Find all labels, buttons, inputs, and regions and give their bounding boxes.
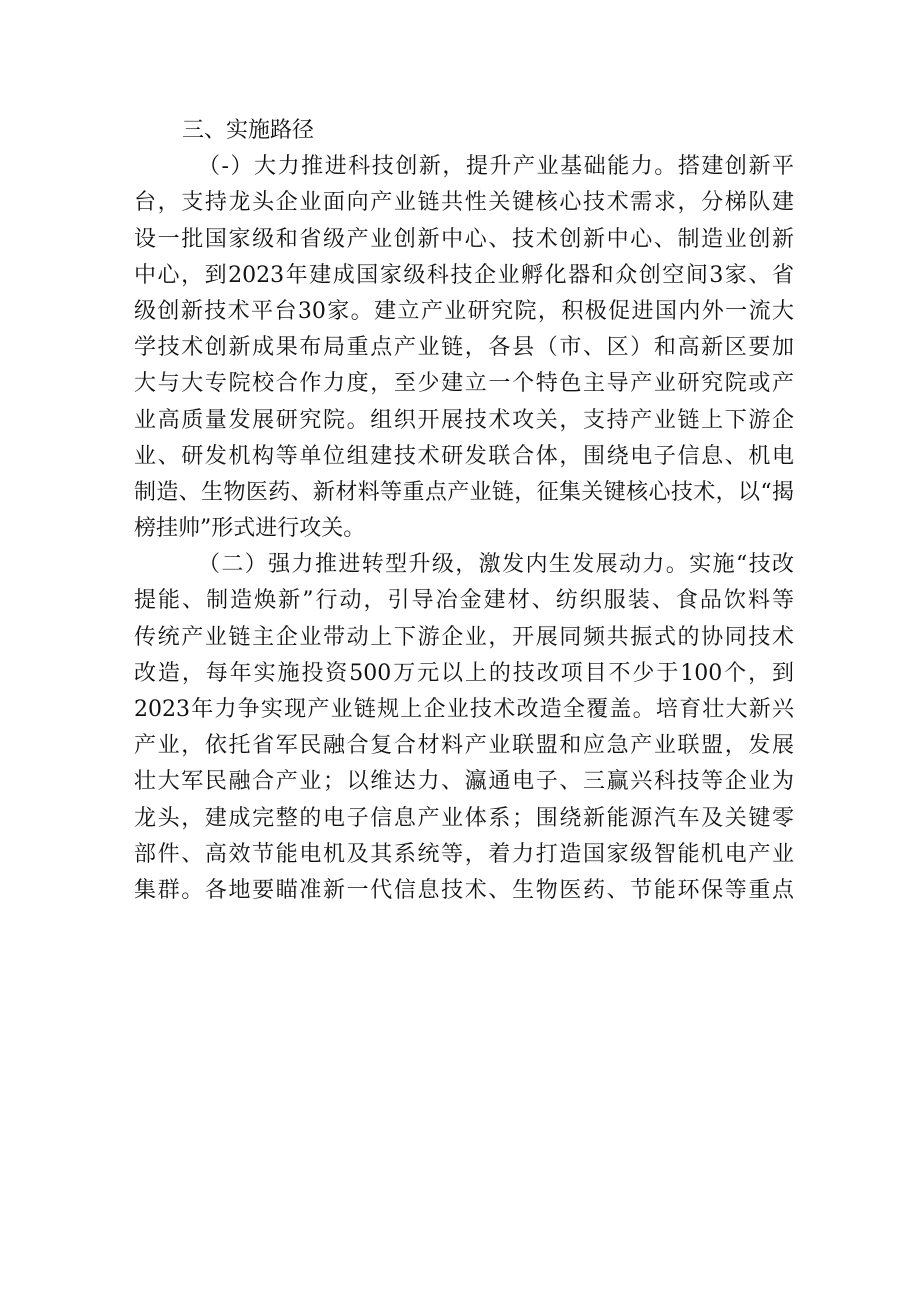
paragraph-line: 业、研发机构等单位组建技术研发联合体，围绕电子信息、机电: [134, 443, 794, 469]
section-heading: 三、实施路径: [182, 118, 315, 143]
paragraph-line: 榜挂帅”形式进行攻关。: [134, 516, 366, 542]
paragraph-line: 龙头，建成完整的电子信息产业体系；围绕新能源汽车及关键零: [134, 805, 794, 831]
paragraph-line: （二）强力推进转型升级，激发内生发展动力。实施“技改: [198, 552, 794, 578]
paragraph-line: 壮大军民融合产业；以维达力、瀛通电子、三赢兴科技等企业为: [134, 769, 794, 795]
paragraph-line: 业高质量发展研究院。组织开展技术攻关，支持产业链上下游企: [134, 407, 794, 433]
document-body: [134, 113, 794, 909]
paragraph-line: （-）大力推进科技创新，提升产业基础能力。搭建创新平: [198, 154, 794, 180]
paragraph-2: [134, 547, 794, 909]
paragraph-line: 台，支持龙头企业面向产业链共性关键核心技术需求，分梯队建: [134, 190, 794, 216]
paragraph-line: 集群。各地要瞄准新一代信息技术、生物医药、节能环保等重点: [134, 877, 794, 903]
paragraph-line: 级创新技术平台30家。建立产业研究院，积极促进国内外一流大: [134, 298, 794, 324]
paragraph-line: 学技术创新成果布局重点产业链，各县（市、区）和高新区要加: [134, 335, 794, 361]
paragraph-line: 传统产业链主企业带动上下游企业，开展同频共振式的协同技术: [134, 624, 794, 650]
paragraph-1: [134, 149, 794, 547]
paragraph-line: 中心，到2023年建成国家级科技企业孵化器和众创空间3家、省: [134, 262, 794, 288]
paragraph-line: 提能、制造焕新”行动，引导冶金建材、纺织服装、食品饮料等: [134, 588, 794, 614]
paragraph-line: 2023年力争实现产业链规上企业技术改造全覆盖。培育壮大新兴: [134, 697, 794, 722]
paragraph-line: 制造、生物医药、新材料等重点产业链，征集关键核心技术，以“揭: [134, 479, 794, 505]
paragraph-line: 产业，依托省军民融合复合材料产业联盟和应急产业联盟，发展: [134, 733, 794, 759]
paragraph-line: 部件、高效节能电机及其系统等，着力打造国家级智能机电产业: [134, 841, 794, 867]
paragraph-line: 设一批国家级和省级产业创新中心、技术创新中心、制造业创新: [134, 226, 794, 252]
paragraph-line: 大与大专院校合作力度，至少建立一个特色主导产业研究院或产: [134, 371, 794, 397]
paragraph-line: 改造，每年实施投资500万元以上的技改项目不少于100个，到: [134, 660, 794, 686]
